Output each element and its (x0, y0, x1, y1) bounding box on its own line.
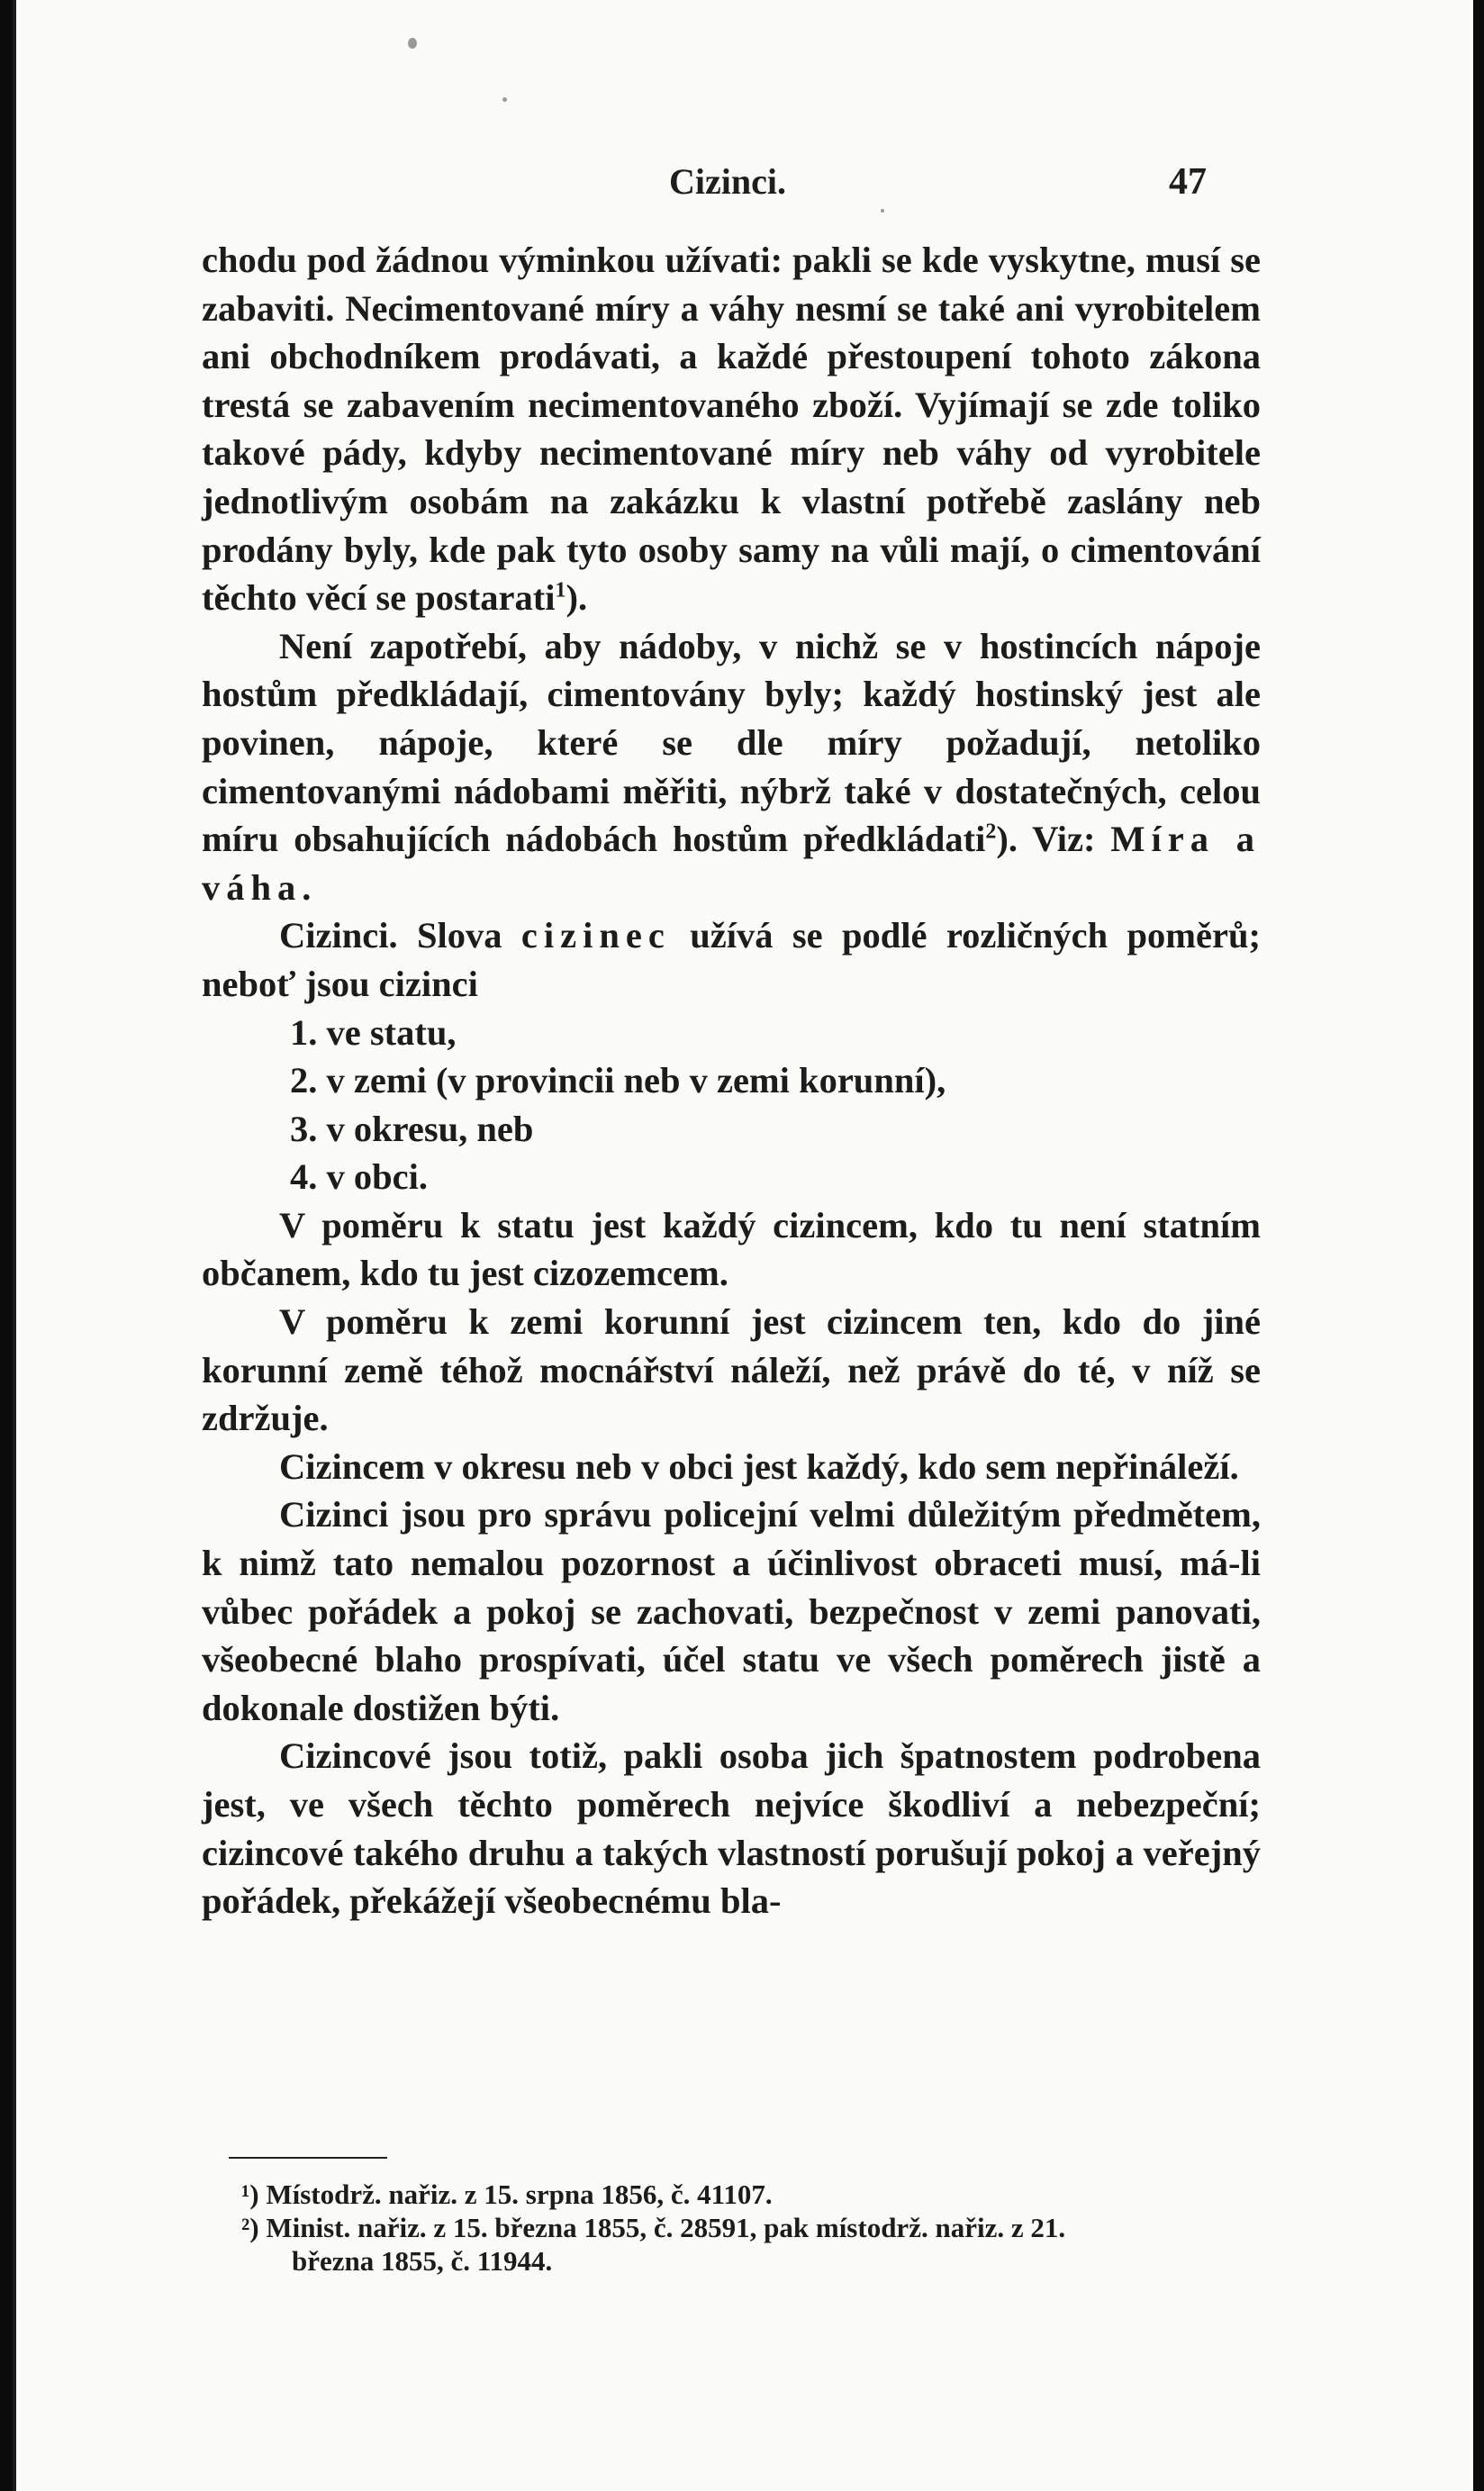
list-item: 1. ve statu, (290, 1011, 457, 1053)
paper-speck (408, 38, 417, 49)
entry-head: Cizinci. (279, 915, 398, 956)
paper-speck (881, 209, 884, 213)
paragraph: Cizinci jsou pro správu policejní velmi důležitým předmětem, k nimž tato nemalou pozornost a účinlivost obraceti musí, má-li vůbec pořádek a pokoj se zachovati, bezpečnost v zemi panovati, všeobecné blaho prospívati, účel statu ve všech poměrech jistě a dokonale dostižen býti. (202, 1494, 1261, 1728)
footnote-text: Minist. nařiz. z 15. března 1855, č. 28591, pak místodrž. nařiz. z 21. (266, 2212, 1066, 2243)
entry-intro: Slova (417, 915, 502, 956)
list-item: 2. v zemi (v provincii neb v zemi korunní), (290, 1060, 946, 1101)
running-head (16, 160, 1473, 214)
see-also-target: Míra a váha. (202, 819, 1261, 908)
book-page (13, 0, 1473, 2491)
footnote-ref-2: 2 (985, 820, 997, 844)
list-item: 4. v obci. (290, 1156, 429, 1198)
footnote-ref-close: ). (566, 577, 588, 619)
entry-spaced-word: cizinec (520, 915, 671, 956)
paragraph (202, 236, 1261, 622)
paper-speck (502, 97, 507, 102)
entry-paragraph (202, 911, 1261, 1008)
paragraph: Cizincem v okresu neb v obci jest každý, kdo sem nepřináleží. (279, 1445, 1239, 1487)
main-text (202, 236, 1261, 1925)
paragraph: V poměru k statu jest každý cizincem, kdo tu není statním občanem, kdo tu jest cizozemcem. (202, 1204, 1261, 1294)
footnote-ref-1: 1 (555, 578, 566, 602)
paragraph: Cizincové jsou totiž, pakli osoba jich špatnostem podrobena jest, ve všech těchto poměrech nejvíce škodliví a nebezpeční; cizincové takého druhu a takých vlastností porušují pokoj a veřejný pořádek, překážejí všeobecnému bla- (202, 1735, 1261, 1922)
list-item: 3. v okresu, neb (290, 1108, 534, 1149)
paragraph: V poměru k zemi korunní jest cizincem ten, kdo do jiné korunní země téhož mocnářství náleží, než právě do té, v níž se zdržuje. (202, 1301, 1261, 1439)
footnotes (241, 2178, 1259, 2278)
entry-intro-rest: užívá se podlé rozličných poměrů; neboť jsou cizinci (202, 915, 1262, 1004)
page-number: 47 (1169, 161, 1207, 203)
paragraph-text: chodu pod žádnou výminkou užívati: pakli se kde vyskytne, musí se zabaviti. Necimentované míry a váhy nesmí se také ani vyrobitelem ani obchodníkem prodávati, a každé přestoupení tohoto zákona trestá se zabavením necimentovaného zboží. Vyjímají se zde toliko takové pády, kdyby necimentované míry neb váhy od vyrobitele jednotlivým osobám na zakázku k vlastní potřebě zaslány neb prodány byly, kde pak tyto osoby samy na vůli mají, o cimentování těchto věcí se postarati (202, 240, 1261, 619)
footnote-divider (229, 2157, 387, 2159)
paragraph-text: Není zapotřebí, aby nádoby, v nichž se v hostincích nápoje hostům předkládají, cimentovány byly; každý hostinský jest ale povinen, nápoje, které se dle míry požadují, netoliko cimentovanými nádobami měřiti, nýbrž také v dostatečných, celou míru obsahujících nádobách hostům předkládati (202, 625, 1261, 860)
footnote-2-continued: března 1855, č. 11944. (292, 2245, 553, 2277)
footnote-1 (241, 2178, 1259, 2211)
footnote-ref-close: ). (996, 819, 1018, 860)
footnote-mark: ¹) (241, 2178, 259, 2210)
footnote-2 (241, 2211, 1259, 2244)
running-head-title: Cizinci. (669, 161, 786, 202)
footnote-mark: ²) (241, 2212, 259, 2243)
footnote-text: Místodrž. nařiz. z 15. srpna 1856, č. 41107. (266, 2178, 773, 2210)
paragraph (202, 622, 1261, 912)
see-also-label: Viz: (1032, 819, 1096, 860)
